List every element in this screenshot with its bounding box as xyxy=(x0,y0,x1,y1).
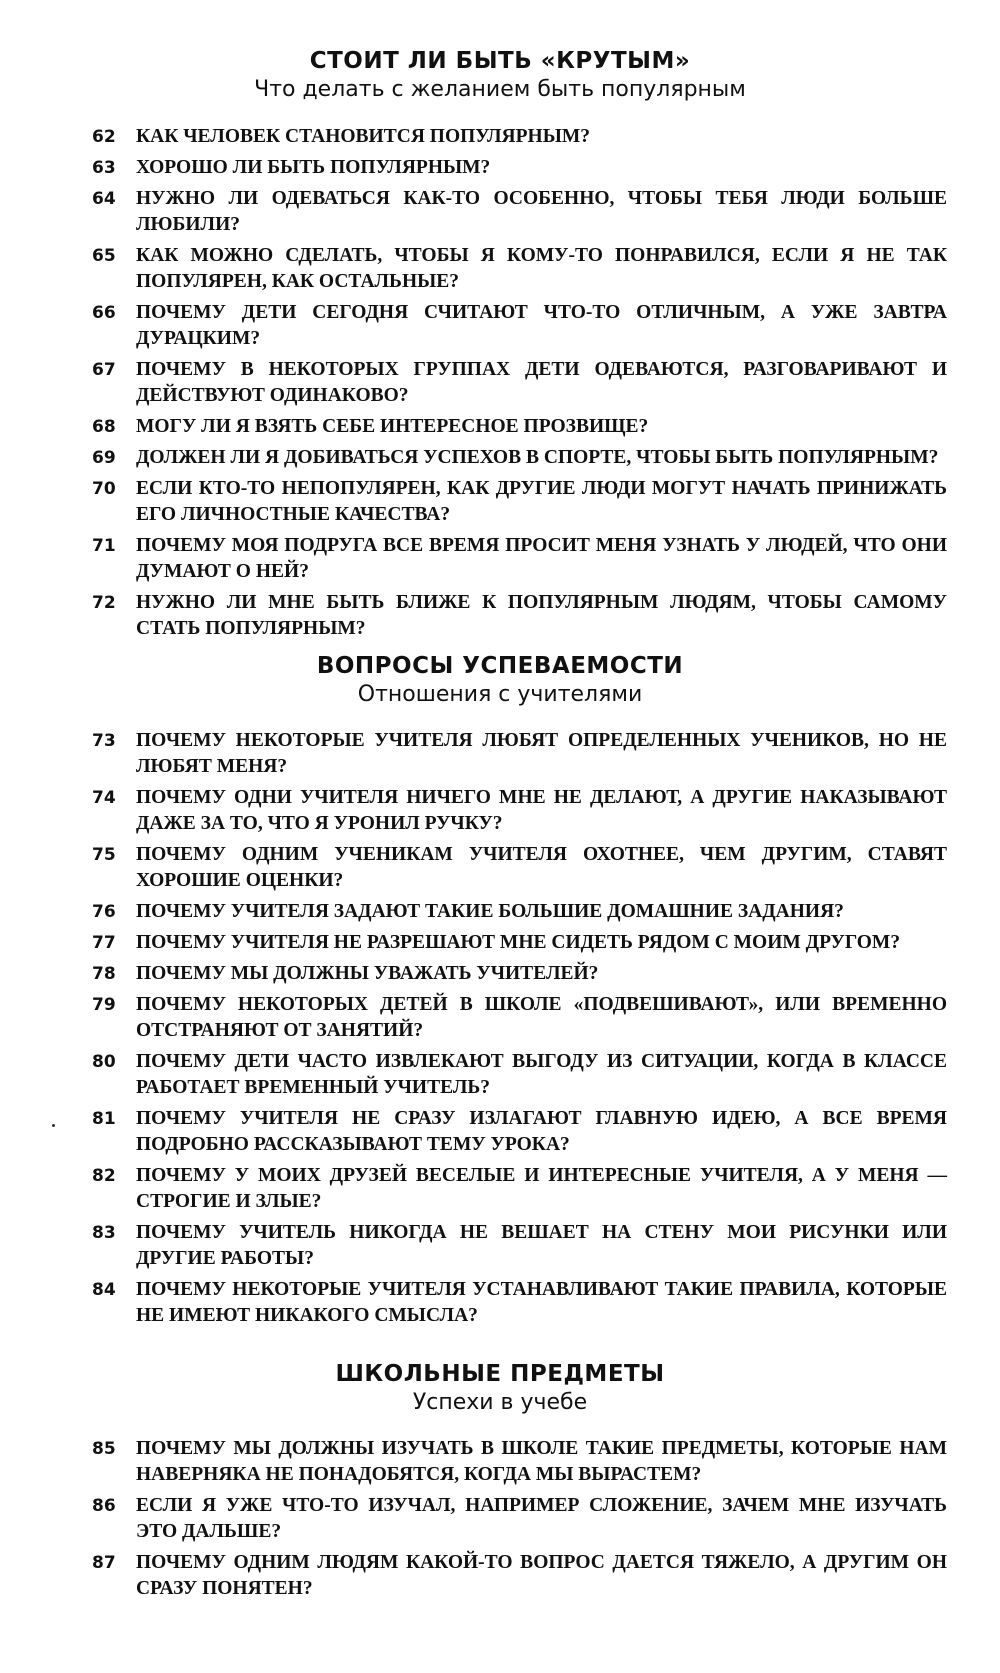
question-text: ПОЧЕМУ У МОИХ ДРУЗЕЙ ВЕСЕЛЫЕ И ИНТЕРЕСНЫЕ УЧИТЕЛЯ, А У МЕНЯ — СТРОГИЕ И ЗЛЫЕ? xyxy=(136,1165,947,1212)
section-title: ВОПРОСЫ УСПЕВАЕМОСТИ xyxy=(316,653,684,679)
section-subtitle: Что делать с желанием быть популярным xyxy=(254,77,746,102)
question-number: 72 xyxy=(92,593,116,613)
question-item xyxy=(92,842,947,894)
question-number: 64 xyxy=(92,189,116,209)
question-text: ДОЛЖЕН ЛИ Я ДОБИВАТЬСЯ УСПЕХОВ В СПОРТЕ, ЧТОБЫ БЫТЬ ПОПУЛЯРНЫМ? xyxy=(136,447,939,468)
question-text: ПОЧЕМУ НЕКОТОРЫЕ УЧИТЕЛЯ ЛЮБЯТ ОПРЕДЕЛЕННЫХ УЧЕНИКОВ, НО НЕ ЛЮБЯТ МЕНЯ? xyxy=(136,730,947,777)
section-header xyxy=(0,1359,1000,1417)
question-text: НУЖНО ЛИ ОДЕВАТЬСЯ КАК-ТО ОСОБЕННО, ЧТОБЫ ТЕБЯ ЛЮДИ БОЛЬШЕ ЛЮБИЛИ? xyxy=(136,188,947,235)
question-text: ПОЧЕМУ МЫ ДОЛЖНЫ УВАЖАТЬ УЧИТЕЛЕЙ? xyxy=(136,963,599,984)
question-number: 84 xyxy=(92,1280,116,1300)
question-text: ХОРОШО ЛИ БЫТЬ ПОПУЛЯРНЫМ? xyxy=(136,157,491,178)
section-subtitle: Успехи в учебе xyxy=(412,1390,588,1415)
question-list xyxy=(92,1436,947,1607)
question-item xyxy=(92,1220,947,1272)
question-list xyxy=(92,728,947,1334)
question-item xyxy=(92,476,947,528)
question-item xyxy=(92,186,947,238)
question-item xyxy=(92,124,947,150)
question-text: ЕСЛИ КТО-ТО НЕПОПУЛЯРЕН, КАК ДРУГИЕ ЛЮДИ МОГУТ НАЧАТЬ ПРИНИЖАТЬ ЕГО ЛИЧНОСТНЫЕ КАЧЕСТВА? xyxy=(136,478,947,525)
question-item xyxy=(92,1436,947,1488)
question-number: 87 xyxy=(92,1553,116,1573)
question-number: 85 xyxy=(92,1439,116,1459)
question-number: 78 xyxy=(92,964,116,984)
question-item xyxy=(92,1550,947,1602)
question-number: 80 xyxy=(92,1052,116,1072)
question-number: 68 xyxy=(92,417,116,437)
section-header xyxy=(0,651,1000,709)
question-item xyxy=(92,357,947,409)
question-number: 62 xyxy=(92,127,116,147)
section-header xyxy=(0,46,1000,104)
question-number: 83 xyxy=(92,1223,116,1243)
question-number: 65 xyxy=(92,246,116,266)
question-item xyxy=(92,590,947,642)
question-item xyxy=(92,1277,947,1329)
question-item xyxy=(92,728,947,780)
question-item xyxy=(92,155,947,181)
question-item xyxy=(92,1106,947,1158)
question-item xyxy=(92,300,947,352)
question-number: 79 xyxy=(92,995,116,1015)
section-title: СТОИТ ЛИ БЫТЬ «КРУТЫМ» xyxy=(309,48,691,74)
question-text: ПОЧЕМУ УЧИТЕЛЬ НИКОГДА НЕ ВЕШАЕТ НА СТЕНУ МОИ РИСУНКИ ИЛИ ДРУГИЕ РАБОТЫ? xyxy=(136,1222,947,1269)
question-text: ПОЧЕМУ УЧИТЕЛЯ НЕ РАЗРЕШАЮТ МНЕ СИДЕТЬ РЯДОМ С МОИМ ДРУГОМ? xyxy=(136,932,901,953)
question-number: 82 xyxy=(92,1166,116,1186)
question-text: ПОЧЕМУ НЕКОТОРЫХ ДЕТЕЙ В ШКОЛЕ «ПОДВЕШИВАЮТ», ИЛИ ВРЕМЕННО ОТСТРАНЯЮТ ОТ ЗАНЯТИЙ? xyxy=(136,994,947,1041)
question-item xyxy=(92,992,947,1044)
question-number: 71 xyxy=(92,536,116,556)
question-text: ПОЧЕМУ МЫ ДОЛЖНЫ ИЗУЧАТЬ В ШКОЛЕ ТАКИЕ ПРЕДМЕТЫ, КОТОРЫЕ НАМ НАВЕРНЯКА НЕ ПОНАДОБЯТСЯ, КОГДА МЫ ВЫРАСТЕМ? xyxy=(136,1438,947,1485)
question-list xyxy=(92,124,947,647)
question-number: 66 xyxy=(92,303,116,323)
question-item xyxy=(92,1163,947,1215)
question-number: 75 xyxy=(92,845,116,865)
question-number: 70 xyxy=(92,479,116,499)
scan-speck xyxy=(52,1124,55,1127)
question-text: ЕСЛИ Я УЖЕ ЧТО-ТО ИЗУЧАЛ, НАПРИМЕР СЛОЖЕНИЕ, ЗАЧЕМ МНЕ ИЗУЧАТЬ ЭТО ДАЛЬШЕ? xyxy=(136,1495,947,1542)
question-item xyxy=(92,243,947,295)
question-text: ПОЧЕМУ ОДНИМ ЛЮДЯМ КАКОЙ-ТО ВОПРОС ДАЕТСЯ ТЯЖЕЛО, А ДРУГИМ ОН СРАЗУ ПОНЯТЕН? xyxy=(136,1552,947,1599)
question-text: НУЖНО ЛИ МНЕ БЫТЬ БЛИЖЕ К ПОПУЛЯРНЫМ ЛЮДЯМ, ЧТОБЫ САМОМУ СТАТЬ ПОПУЛЯРНЫМ? xyxy=(136,592,947,639)
question-item xyxy=(92,533,947,585)
section-subtitle: Отношения с учителями xyxy=(357,682,643,707)
question-text: КАК ЧЕЛОВЕК СТАНОВИТСЯ ПОПУЛЯРНЫМ? xyxy=(136,126,591,147)
question-text: ПОЧЕМУ ДЕТИ СЕГОДНЯ СЧИТАЮТ ЧТО-ТО ОТЛИЧНЫМ, А УЖЕ ЗАВТРА ДУРАЦКИМ? xyxy=(136,302,947,349)
question-text: ПОЧЕМУ В НЕКОТОРЫХ ГРУППАХ ДЕТИ ОДЕВАЮТСЯ, РАЗГОВАРИВАЮТ И ДЕЙСТВУЮТ ОДИНАКОВО? xyxy=(136,359,947,406)
question-number: 63 xyxy=(92,158,116,178)
question-number: 74 xyxy=(92,788,116,808)
question-item xyxy=(92,1493,947,1545)
question-item xyxy=(92,785,947,837)
question-number: 76 xyxy=(92,902,116,922)
question-text: ПОЧЕМУ ОДНИМ УЧЕНИКАМ УЧИТЕЛЯ ОХОТНЕЕ, ЧЕМ ДРУГИМ, СТАВЯТ ХОРОШИЕ ОЦЕНКИ? xyxy=(136,844,947,891)
question-text: ПОЧЕМУ УЧИТЕЛЯ ЗАДАЮТ ТАКИЕ БОЛЬШИЕ ДОМАШНИЕ ЗАДАНИЯ? xyxy=(136,901,844,922)
question-number: 81 xyxy=(92,1109,116,1129)
question-number: 77 xyxy=(92,933,116,953)
question-number: 69 xyxy=(92,448,116,468)
question-item xyxy=(92,930,947,956)
question-item xyxy=(92,961,947,987)
question-number: 73 xyxy=(92,731,116,751)
question-item xyxy=(92,899,947,925)
question-text: ПОЧЕМУ ОДНИ УЧИТЕЛЯ НИЧЕГО МНЕ НЕ ДЕЛАЮТ, А ДРУГИЕ НАКАЗЫВАЮТ ДАЖЕ ЗА ТО, ЧТО Я УРОНИЛ РУЧКУ? xyxy=(136,787,947,834)
question-text: ПОЧЕМУ УЧИТЕЛЯ НЕ СРАЗУ ИЗЛАГАЮТ ГЛАВНУЮ ИДЕЮ, А ВСЕ ВРЕМЯ ПОДРОБНО РАССКАЗЫВАЮТ ТЕМУ УРОКА? xyxy=(136,1108,947,1155)
question-text: КАК МОЖНО СДЕЛАТЬ, ЧТОБЫ Я КОМУ-ТО ПОНРАВИЛСЯ, ЕСЛИ Я НЕ ТАК ПОПУЛЯРЕН, КАК ОСТАЛЬНЫЕ? xyxy=(136,245,947,292)
question-text: ПОЧЕМУ НЕКОТОРЫЕ УЧИТЕЛЯ УСТАНАВЛИВАЮТ ТАКИЕ ПРАВИЛА, КОТОРЫЕ НЕ ИМЕЮТ НИКАКОГО СМЫСЛА? xyxy=(136,1279,947,1326)
question-number: 67 xyxy=(92,360,116,380)
section-title: ШКОЛЬНЫЕ ПРЕДМЕТЫ xyxy=(335,1361,665,1387)
question-item xyxy=(92,445,947,471)
question-text: МОГУ ЛИ Я ВЗЯТЬ СЕБЕ ИНТЕРЕСНОЕ ПРОЗВИЩЕ? xyxy=(136,416,649,437)
question-item xyxy=(92,1049,947,1101)
question-item xyxy=(92,414,947,440)
question-text: ПОЧЕМУ МОЯ ПОДРУГА ВСЕ ВРЕМЯ ПРОСИТ МЕНЯ УЗНАТЬ У ЛЮДЕЙ, ЧТО ОНИ ДУМАЮТ О НЕЙ? xyxy=(136,535,947,582)
question-number: 86 xyxy=(92,1496,116,1516)
question-text: ПОЧЕМУ ДЕТИ ЧАСТО ИЗВЛЕКАЮТ ВЫГОДУ ИЗ СИТУАЦИИ, КОГДА В КЛАССЕ РАБОТАЕТ ВРЕМЕННЫЙ УЧИТЕЛЬ? xyxy=(136,1051,947,1098)
